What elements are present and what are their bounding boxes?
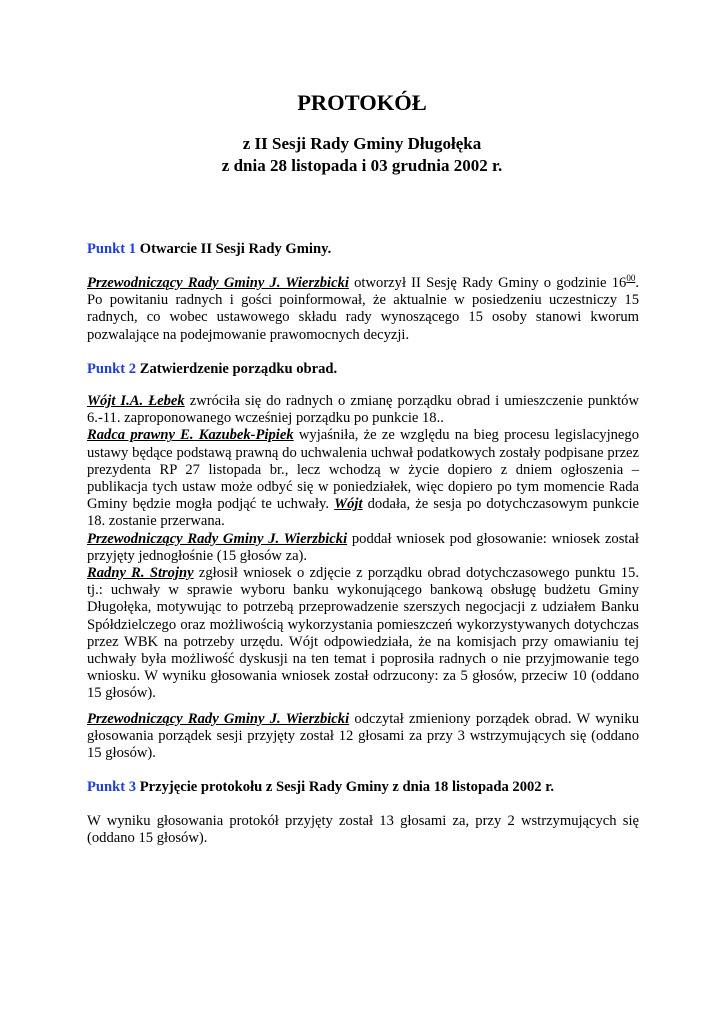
document-title: PROTOKÓŁ [297,90,427,115]
paragraph-line: publikacja tych ustaw może odbyć się w poniedziałek, więc dopiero po tym momencie Rada [87,479,639,496]
paragraph-line [87,393,639,410]
line-text: wyjaśniła, że ze względu na bieg procesu legislacyjnego [298,427,639,444]
time-superscript: 00 [626,273,636,283]
paragraph-line: 18. zostanie przerwana. [87,513,225,530]
line-text: poddał wniosek pod głosowanie: wniosek został [351,530,639,547]
line-text: zgłosił wniosek o zdjęcie z porządku obrad dotychczasowego punktu 15. [198,565,639,582]
speaker-chairman: Przewodniczący Rady Gminy J. Wierzbicki [87,530,348,547]
speaker-chairman: Przewodniczący Rady Gminy J. Wierzbicki [87,711,350,727]
paragraph-line: (oddano 15 głosów). [87,830,208,847]
line-text: Gminy będzie mogła podjąć te uchwały. [87,496,330,513]
paragraph-line [87,711,639,728]
document-subtitle-session: z II Sesji Rady Gminy Długołęka [242,134,482,153]
paragraph-line: Przewodniczący Rady Gminy J. Wierzbicki otworzył II Sesję Rady Gminy o godzinie $16^{00}$. [87,273,639,291]
punkt1-label: Punkt 1 [87,241,137,257]
speaker-wojt: Wójt I.A. Łebek [87,393,185,409]
paragraph-line: głosowania porządek sesji przyjęty został 12 głosami za przy 3 wstrzymujących się (oddano [87,728,639,745]
punkt2-body [87,393,639,703]
speaker-legal-counsel: Radca prawny E. Kazubek-Pipiek [87,427,294,444]
punkt2-title: Zatwierdzenie porządku obrad. [139,361,338,377]
paragraph-line: ustawy będące podstawą prawną do uchwalenia uchwał podatkowych zostały podpisane przez [87,444,639,461]
paragraph-line [87,427,639,444]
punkt3-title: Przyjęcie protokołu z Sesji Rady Gminy z dnia 18 listopada 2002 r. [139,779,555,795]
punkt3-label: Punkt 3 [87,779,137,795]
paragraph-line: Spółdzielczego oraz możliwością wykorzystania pomieszczeń wykorzystywanych dotychczas [87,616,639,633]
paragraph-line: W wyniku głosowania protokół przyjęty został 13 głosami za, przy 2 wstrzymujących się [87,813,639,829]
punkt3-heading [87,779,639,796]
line-text: odczytał zmieniony porządek obrad. W wyniku [354,711,639,727]
punkt2-label: Punkt 2 [87,361,137,377]
punkt2-paragraph-2 [87,711,639,763]
line-text: zwróciła się do radnych o zmianę porządku obrad i umieszczenie punktów [189,393,640,409]
paragraph-line: uchwały była możliwość dyskusji na ten temat i poprosiła radnych o nie przyjmowanie tego [87,651,639,668]
paragraph-line: 15 głosów). [87,745,156,762]
document-subtitle-date: z dnia 28 listopada i 03 grudnia 2002 r. [221,156,503,175]
speaker-wojt-inline: Wójt [334,496,363,513]
paragraph-line: 15 głosów). [87,685,156,702]
speaker-chairman: Przewodniczący Rady Gminy J. Wierzbicki [87,275,349,291]
paragraph-line: prezydenta RP 27 listopada br., lecz wchodzą w życie dopiero z dniem ogłoszenia – [87,461,639,478]
paragraph-line: 6.-11. zaproponowanego wcześniej porządku po punkcie 18.. [87,410,444,427]
line-text: dodała, że sesja po dotychczasowym punkcie [367,496,639,513]
paragraph-line [87,565,639,582]
paragraph-line: tj.: uchwały w sprawie wyboru banku wykonującego bankową obsługę budżetu Gminy [87,582,639,599]
paragraph-line: wniosku. W wyniku głosowania wniosek został odrzucony: za 5 głosów, przeciw 10 (oddano [87,668,639,685]
paragraph-line [87,496,639,513]
punkt1-heading [87,241,639,258]
punkt3-paragraph [87,813,639,847]
paragraph-line: Po powitaniu radnych i gości poinformował, że aktualnie w posiedzeniu uczestniczy 15 [87,292,639,309]
punkt1-paragraph [87,275,639,344]
paragraph-line: radnych, co wobec ustawowego składu rady wynoszącego 15 osoby stanowi kworum [87,309,639,326]
paragraph-line [87,531,639,548]
punkt1-opening-text: otworzył II Sesję Rady Gminy o godzinie 16 [354,275,627,291]
speaker-councillor: Radny R. Strojny [87,565,194,582]
punkt2-heading [87,361,639,378]
paragraph-line: przez WBK na potrzeby urzędu. Wójt odpowiedziała, że na komisjach przy omawianiu tej [87,633,639,650]
paragraph-line: pozwalające na podejmowanie prawomocnych decyzji. [87,326,410,343]
paragraph-line: Długołęka, motywując to potrzebą przeprowadzenie szerszych negocjacji z udziałem Banku [87,599,639,616]
paragraph-line: przyjęty jednogłośnie (15 głosów za). [87,547,308,564]
punkt1-title: Otwarcie II Sesji Rady Gminy. [139,241,332,257]
